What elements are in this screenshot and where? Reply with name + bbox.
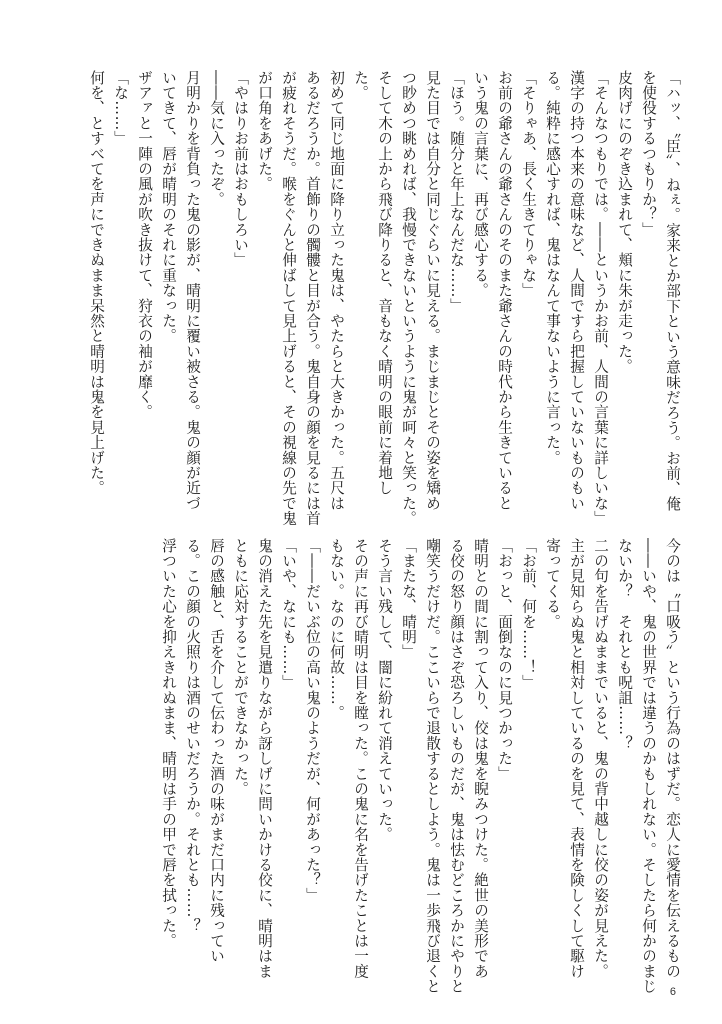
text-line: いてきて、唇が晴明のそれに重なった。 xyxy=(160,70,177,344)
text-line: 「やはりお前はおもしろい」 xyxy=(232,70,249,268)
text-line: 二の句を告げぬままでいると、鬼の背中越しに佼の姿が見えた。 xyxy=(592,538,609,979)
text-line: ザアァと一陣の風が吹き抜けて、狩衣の袖が靡く。 xyxy=(136,70,153,420)
text-line: を使役するつもりか？」 xyxy=(640,70,657,238)
text-line: 「またな、晴明」 xyxy=(400,538,417,660)
lower-text-block xyxy=(156,538,684,994)
text-line: 何を、とすべてを声にできぬまま呆然と晴明は鬼を見上げた。 xyxy=(88,70,105,496)
text-line: お前の爺さんの爺さんのそのまた爺さんの時代から生きていると xyxy=(496,70,513,511)
text-line: ないか？ それとも呪詛……？ xyxy=(616,538,633,751)
text-line: そして木の上から飛び降りると、音もなく晴明の眼前に着地し xyxy=(376,70,393,496)
text-line: 寄ってくる。 xyxy=(544,538,561,630)
text-line: その声に再び晴明は目を瞠った。この鬼に名を告げたことは一度 xyxy=(352,538,369,979)
text-line: 晴明との間に割って入り、佼は鬼を睨みつけた。絶世の美形であ xyxy=(472,538,489,979)
text-line: る。純粋に感心すれば、鬼はなんて事ないように言った。 xyxy=(544,70,561,466)
text-line: ともに応対することができなかった。 xyxy=(232,538,249,797)
text-line: 見た目では自分と同じぐらいに見える。まじまじとその姿を矯め xyxy=(424,70,441,511)
text-line: 嘲笑うだけだ。ここいらで退散するとしよう。鬼は一歩飛び退くと xyxy=(424,538,441,994)
text-line: た。 xyxy=(352,70,369,101)
text-line: 「そりゃあ、長く生きてりゃな」 xyxy=(520,70,537,298)
text-line: 月明かりを背負った鬼の影が、晴明に覆い被さる。鬼の顔が近づ xyxy=(184,70,201,511)
text-line: 漢字の持つ本来の意味など、人間ですら把握していないものもい xyxy=(568,70,585,511)
text-line: ――気に入ったぞ。 xyxy=(208,70,225,207)
text-line: いう鬼の言葉に、再び感心する。 xyxy=(472,70,489,298)
text-line: 「な……」 xyxy=(112,70,129,146)
text-line: 「おっと、面倒なのに見つかった」 xyxy=(496,538,513,782)
text-line: 主が見知らぬ鬼と相対しているのを見て、表情を険しくして駆け xyxy=(568,538,585,979)
text-line: が口角をあげた。 xyxy=(256,70,273,192)
text-line: 初めて同じ地面に降り立った鬼は、やたらと大きかった。五尺は xyxy=(328,70,345,511)
text-line: る佼の怒り顔はさぞ恐ろしいものだが、鬼は怯むどころかにやりと xyxy=(448,538,465,994)
upper-text-block xyxy=(84,70,684,526)
text-line: 「いや、なにも……」 xyxy=(280,538,297,690)
text-line: 「ハッ、〝臣〟、ねぇ。家来とか部下という意味だろう。お前、俺 xyxy=(664,70,681,512)
text-line: 今のは〝口吸う〟という行為のはずだ。恋人に愛情を伝えるもの xyxy=(664,538,681,979)
text-line: そう言い残して、闇に紛れて消えていった。 xyxy=(376,538,393,842)
text-line: 皮肉げにのぞき込まれて、頬に朱が走った。 xyxy=(616,70,633,374)
text-line: 唇の感触と、舌を介して伝わった酒の味がまだ口内に残ってい xyxy=(208,538,225,964)
text-line: が疲れそうだ。喉をぐんと伸ばして見上げると、その視線の先で鬼 xyxy=(280,70,297,526)
page-number: 6 xyxy=(669,986,676,998)
text-line: 鬼の消えた先を見遣りながら訝しげに問いかける佼に、晴明はま xyxy=(256,538,273,979)
text-line: もない。なのに何故……。 xyxy=(328,538,345,721)
text-line: ――いや、鬼の世界では違うのかもしれない。そしたら何かのまじ xyxy=(640,538,657,994)
text-line: 「ほう。随分と年上なんだな……」 xyxy=(448,70,465,314)
text-line: る。この顔の火照りは酒のせいだろうか。それとも……？ xyxy=(184,538,201,934)
text-line: つ眇めつ眺めれば、我慢できないというように鬼が呵々と笑った。 xyxy=(400,70,417,526)
text-line: 「そんなつもりでは。――というかお前、人間の言葉に詳しいな」 xyxy=(592,70,609,526)
text-line: 浮ついた心を抑えきれぬまま、晴明は手の甲で唇を拭った。 xyxy=(160,538,177,949)
text-line: 「お前、何を……！」 xyxy=(520,538,537,690)
text-line: 「――だいぶ位の高い鬼のようだが、何があった？」 xyxy=(304,538,321,903)
text-line: あるだろうか。首飾りの髑髏と目が合う。鬼自身の顔を見るには首 xyxy=(304,70,321,526)
